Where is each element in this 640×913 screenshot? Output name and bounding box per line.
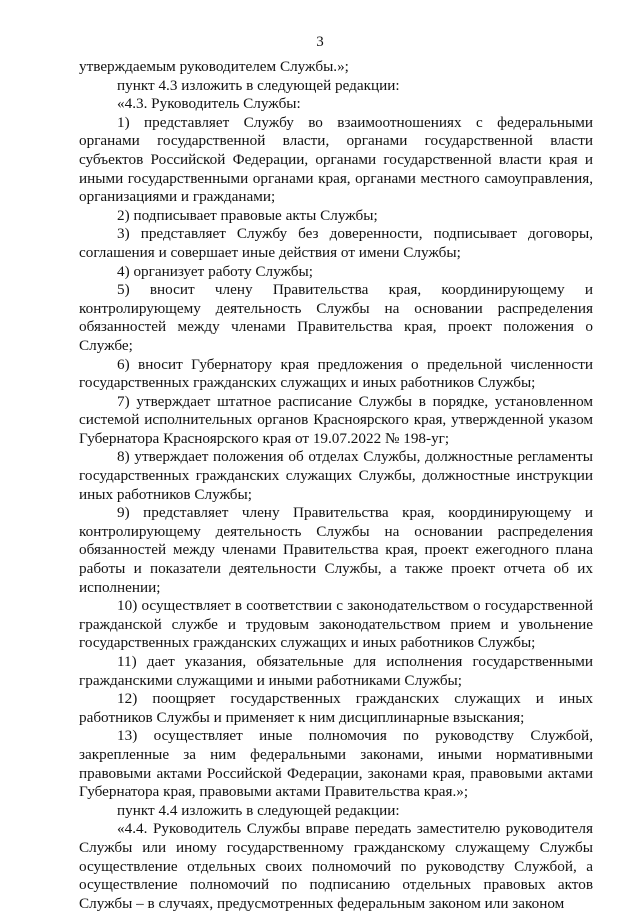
paragraph: 1) представляет Службу во взаимоотношениях с федеральными органами государственной власти, органами государственной власти субъектов Российской Федерации, органами государственной власти края и иными государственными органами края, органами местного самоуправления, организациями и гражданами; [79, 113, 593, 206]
paragraph: 2) подписывает правовые акты Службы; [117, 206, 378, 224]
paragraph: 7) утверждает штатное расписание Службы в порядке, установленном системой исполнительных органов Красноярского края, утвержденной указом Губернатора Красноярского края от 19.07.2022 № 198-уг; [79, 392, 593, 447]
paragraph: пункт 4.4 изложить в следующей редакции: [117, 801, 400, 819]
paragraph: 10) осуществляет в соответствии с законодательством о государственной гражданской службе и трудовым законодательством прием и увольнение государственных гражданских служащих и иных работников Службы; [79, 597, 593, 652]
page-number: 3 [316, 34, 324, 50]
paragraph: 13) осуществляет иные полномочия по руководству Службой, закрепленные за ним федеральными законами, иными нормативными правовыми актами Российской Федерации, законами края, правовыми актами Губернатора края, правовыми актами Правительства края.»; [79, 727, 593, 801]
paragraph: 3) представляет Службу без доверенности, подписывает договоры, соглашения и совершает иные действия от имени Службы; [79, 225, 593, 261]
paragraph: 11) дает указания, обязательные для исполнения государственными гражданскими служащими и иными работниками Службы; [79, 653, 593, 689]
paragraph: 8) утверждает положения об отделах Службы, должностные регламенты государственных гражданских служащих Службы, должностные инструкции иных работников Службы; [79, 448, 593, 503]
paragraph: 12) поощряет государственных гражданских служащих и иных работников Службы и применяет к ним дисциплинарные взыскания; [79, 690, 593, 726]
paragraph: 6) вносит Губернатору края предложения о предельной численности государственных гражданских служащих и иных работников Службы; [79, 355, 593, 392]
paragraph: «4.3. Руководитель Службы: [117, 95, 301, 113]
document-body [79, 58, 593, 913]
paragraph: 5) вносит члену Правительства края, координирующему и контролирующему деятельность Службы на основании распределения обязанностей между членами Правительства края, проект положения о Службе; [79, 281, 593, 354]
paragraph: утверждаемым руководителем Службы.»; [79, 58, 349, 75]
paragraph: «4.4. Руководитель Службы вправе передать заместителю руководителя Службы или иному государственному гражданскому служащему Службы осуществление отдельных своих полномочий по руководству Службой, а осуществление полномочий по подписанию отдельных правовых актов Службы – в случаях, предусмотренных федеральным законом или законом [79, 820, 593, 912]
paragraph: пункт 4.3 изложить в следующей редакции: [117, 76, 400, 94]
paragraph: 4) организует работу Службы; [117, 262, 313, 280]
paragraph: 9) представляет члену Правительства края, координирующему и контролирующему деятельность Службы на основании распределения обязанностей между членами Правительства края, проект ежегодного плана работы и показатели деятельности Службы, а также проект отчета об их исполнении; [79, 504, 593, 596]
